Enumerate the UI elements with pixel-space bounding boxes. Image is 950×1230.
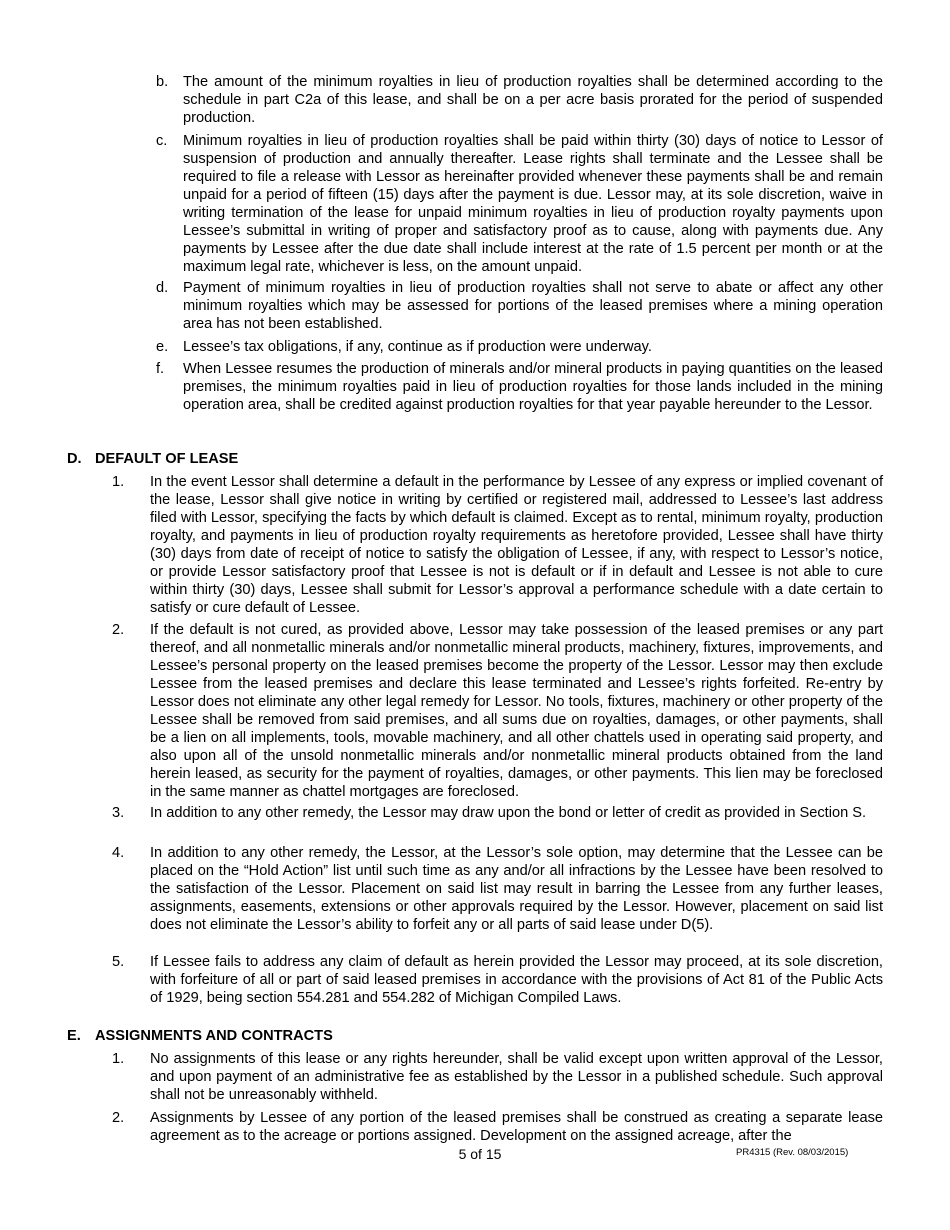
item-text: Lessee’s tax obligations, if any, continue as if production were underway. bbox=[183, 339, 652, 355]
section-heading-default-of-lease bbox=[67, 450, 238, 468]
item-text: Minimum royalties in lieu of production royalties shall be paid within thirty (30) days of notice to Lessor of suspension of production and annually thereafter. Lease rights shall terminate and the Lessee shall be required to file a release with Lessor as hereinafter provided whenever these payments shall be and remain unpaid for a period of fifteen (15) days after the payment is due. Lessor may, at its sole discretion, waive in writing termination of the lease for unpaid minimum royalties in lieu of production royalty payments upon Lessee’s submittal in writing of proper and satisfactory proof as to cause, along with payments due. Any payments by Lessee after the due date shall include interest at the rate of 1.5 percent per month or at the maximum legal rate, whichever is less, on the amount unpaid. bbox=[183, 133, 883, 275]
item-label: f. bbox=[156, 361, 165, 377]
item-text: Payment of minimum royalties in lieu of production royalties shall not serve to abate or affect any other minimum royalties which may be assessed for portions of the leased premises where a mining operation area has not been established. bbox=[183, 280, 883, 332]
item-label: 2. bbox=[112, 1110, 125, 1126]
section-title: DEFAULT OF LEASE bbox=[95, 451, 239, 467]
item-text: In the event Lessor shall determine a default in the performance by Lessee of any express or implied covenant of the lease, Lessor shall give notice in writing by certified or registered mail, addressed to Lessee’s last address filed with Lessor, specifying the facts by which default is claimed. Except as to rental, minimum royalty, production royalty, and payments in lieu of production royalty requirements as heretofore provided, Lessee shall have thirty (30) days from date of receipt of notice to satisfy the obligation of Lessee, if any, with respect to Lessor’s notice, or provide Lessor satisfactory proof that Lessee is not is default or if in default and Lessee is not able to cure within thirty (30) days, Lessee shall submit for Lessor’s approval a performance schedule with a date certain to satisfy or cure default of Lessee. bbox=[150, 474, 883, 616]
item-label: c. bbox=[156, 133, 168, 149]
item-label: 5. bbox=[112, 954, 125, 970]
page-number: 5 of 15 bbox=[458, 1146, 502, 1162]
section-heading-assignments-and-contracts bbox=[67, 1027, 333, 1045]
item-text: Assignments by Lessee of any portion of the leased premises shall be construed as creating a separate lease agreement as to the acreage or portions assigned. Development on the assigned acreage, after the bbox=[150, 1110, 883, 1144]
item-label: e. bbox=[156, 339, 169, 355]
item-text: The amount of the minimum royalties in lieu of production royalties shall be determined according to the schedule in part C2a of this lease, and shall be on a per acre basis prorated for the period of suspended production. bbox=[183, 74, 883, 126]
item-label: 4. bbox=[112, 845, 125, 861]
item-text: If Lessee fails to address any claim of default as herein provided the Lessor may proceed, at its sole discretion, with forfeiture of all or part of said leased premises in accordance with the provisions of Act 81 of the Public Acts of 1929, being section 554.281 and 554.282 of Michigan Compiled Laws. bbox=[150, 954, 883, 1006]
item-label: b. bbox=[156, 74, 169, 90]
item-label: 1. bbox=[112, 1051, 125, 1067]
item-label: 2. bbox=[112, 622, 125, 638]
item-label: 1. bbox=[112, 474, 125, 490]
item-text: When Lessee resumes the production of minerals and/or mineral products in paying quantities on the leased premises, the minimum royalties paid in lieu of production royalties for those lands included in the mining operation area, shall be credited against production royalties for that year payable hereunder to the Lessor. bbox=[183, 361, 883, 413]
item-text: In addition to any other remedy, the Lessor, at the Lessor’s sole option, may determine that the Lessee can be placed on the “Hold Action” list until such time as any and/or all infractions by the Lessee have been resolved to the satisfaction of the Lessor. Placement on said list may result in barring the Lessee from any further leases, assignments, easements, extensions or other approvals required by the Lessor. However, placement on said list does not eliminate the Lessor’s ability to forfeit any or all parts of said lease under D(5). bbox=[150, 845, 883, 933]
form-revision: PR4315 (Rev. 08/03/2015) bbox=[736, 1147, 849, 1158]
item-text: No assignments of this lease or any rights hereunder, shall be valid except upon written approval of the Lessor, and upon payment of an administrative fee as established by the Lessor in a published schedule. Such approval shall not be unreasonably withheld. bbox=[150, 1051, 883, 1103]
item-text: If the default is not cured, as provided above, Lessor may take possession of the leased premises or any part thereof, and all nonmetallic minerals and/or nonmetallic mineral products, machinery, fixtures, improvements, and Lessee’s personal property on the leased premises become the property of the Lessor. Lessor may then exclude Lessee from the leased premises and declare this lease terminated and Lessee’s rights forfeited. Re-entry by Lessor does not eliminate any other legal remedy for Lessor. No tools, fixtures, machinery or other property of the Lessee shall be removed from said premises, and all sums due on royalties, damages, or other payments, shall be a lien on all implements, tools, movable machinery, and all other chattels used in operating said property, and also upon all of the unsold nonmetallic minerals and/or nonmetallic mineral products obtained from the land herein leased, as security for the payment of royalties, damages, or other payments. This lien may be foreclosed in the same manner as chattel mortgages are foreclosed. bbox=[150, 622, 883, 800]
section-letter: D. bbox=[67, 451, 82, 467]
item-label: d. bbox=[156, 280, 169, 296]
section-letter: E. bbox=[67, 1028, 81, 1044]
item-text: In addition to any other remedy, the Lessor may draw upon the bond or letter of credit as provided in Section S. bbox=[150, 805, 867, 821]
item-label: 3. bbox=[112, 805, 125, 821]
section-title: ASSIGNMENTS AND CONTRACTS bbox=[95, 1028, 333, 1044]
